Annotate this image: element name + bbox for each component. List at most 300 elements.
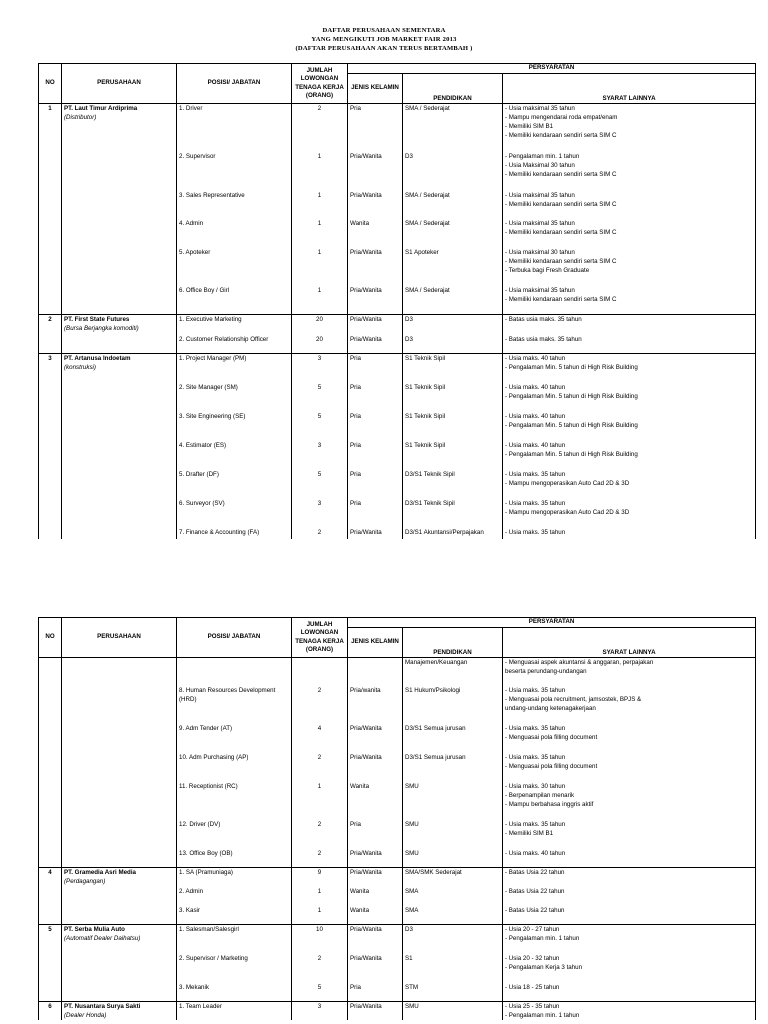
- cell-gender: Pria/Wanita: [348, 925, 403, 954]
- cell-requirements: [503, 152, 756, 191]
- cell-education: S1 Apoteker: [403, 248, 503, 286]
- cell-education: STM: [403, 983, 503, 1002]
- cell-no: 4: [39, 868, 62, 887]
- requirement-line: - Usia maks. 30 tahun: [505, 782, 566, 790]
- cell-gender: Pria: [348, 104, 403, 152]
- cell-position: 7. Finance & Accounting (FA): [177, 528, 292, 539]
- table-row: [39, 983, 756, 1002]
- header-perusahaan: PERUSAHAAN: [62, 64, 177, 104]
- cell-position: 1. SA (Pramuniaga): [177, 868, 292, 887]
- table-row: [39, 906, 756, 925]
- header-syarat-lainnya: SYARAT LAINNYA: [503, 74, 756, 104]
- cell-company: [62, 412, 177, 441]
- table-row: [39, 286, 756, 315]
- cell-company: [62, 983, 177, 1002]
- requirement-line: - Pengalaman Min. 5 tahun di High Risk Building: [505, 450, 638, 458]
- cell-no: [39, 470, 62, 499]
- table-row: [39, 528, 756, 539]
- cell-company: [62, 906, 177, 925]
- requirement-line: - Mampu mengendarai roda empat/enam: [505, 114, 618, 122]
- cell-gender: Pria/Wanita: [348, 868, 403, 887]
- requirement-line: - Pengalaman Kerja 3 tahun: [505, 963, 583, 971]
- requirement-line: - Pengalaman min. 1 tahun: [505, 152, 580, 160]
- cell-position: 2. Admin: [177, 887, 292, 906]
- table-row: [39, 219, 756, 248]
- header-pendidikan: PENDIDIKAN: [403, 628, 503, 658]
- cell-requirements: [503, 1002, 756, 1021]
- requirement-line: - Usia maks. 35 tahun: [505, 528, 566, 536]
- cell-position: 2. Customer Relationship Officer: [177, 335, 292, 354]
- cell-no: [39, 219, 62, 248]
- header-jenis-kelamin: JENIS KELAMIN: [348, 74, 403, 104]
- requirement-line: - Memiliki kendaraan sendiri serta SIM C: [505, 295, 617, 303]
- table-row: [39, 724, 756, 753]
- requirement-line: - Memiliki kendaraan sendiri serta SIM C: [505, 257, 617, 265]
- cell-company: [62, 868, 177, 887]
- cell-requirements: [503, 906, 756, 925]
- cell-education: S1 Teknik Sipil: [403, 354, 503, 383]
- cell-count: 1: [292, 887, 348, 906]
- requirement-line: - Usia 20 - 27 tahun: [505, 926, 560, 933]
- table-row: [39, 782, 756, 820]
- cell-education: SMA / Sederajat: [403, 219, 503, 248]
- cell-no: [39, 191, 62, 219]
- cell-no: [39, 849, 62, 868]
- requirement-line: - Batas Usia 22 tahun: [505, 869, 565, 876]
- cell-no: [39, 887, 62, 906]
- table-row: [39, 441, 756, 470]
- requirement-line: - Menguasai pola recruitment, jamsostek, BPJS &: [505, 695, 642, 703]
- cell-education: S1 Teknik Sipil: [403, 383, 503, 412]
- cell-education: SMA: [403, 887, 503, 906]
- cell-gender: Pria/Wanita: [348, 954, 403, 983]
- cell-education: SMU: [403, 820, 503, 849]
- cell-count: 4: [292, 724, 348, 753]
- cell-gender: Pria/Wanita: [348, 724, 403, 753]
- cell-company: [62, 383, 177, 412]
- cell-position: 4. Admin: [177, 219, 292, 248]
- cell-position: 2. Supervisor / Marketing: [177, 954, 292, 983]
- cell-requirements: [503, 286, 756, 315]
- cell-requirements: [503, 724, 756, 753]
- cell-gender: Wanita: [348, 906, 403, 925]
- requirement-line: - Pengalaman Min. 5 tahun di High Risk Building: [505, 364, 638, 372]
- requirement-line: - Usia maks. 35 tahun: [505, 724, 566, 732]
- requirement-line: - Mampu mengoperasikan Auto Cad 2D & 3D: [505, 479, 630, 487]
- cell-count: 1: [292, 248, 348, 286]
- requirement-line: - Memiliki kendaraan sendiri serta SIM C: [505, 170, 617, 178]
- table-row: [39, 412, 756, 441]
- cell-count: 2: [292, 954, 348, 983]
- cell-requirements: [503, 315, 756, 335]
- cell-gender: Pria: [348, 983, 403, 1002]
- requirement-line: - Usia 20 - 32 tahun: [505, 954, 560, 962]
- cell-no: 1: [39, 104, 62, 152]
- cell-requirements: [503, 753, 756, 782]
- cell-education: SMU: [403, 849, 503, 868]
- cell-education: D3/S1 Akuntansi/Perpajakan: [403, 528, 503, 539]
- requirement-line: - Mampu berbahasa inggris aktif: [505, 800, 594, 808]
- cell-position: 13. Office Boy (OB): [177, 849, 292, 868]
- cell-no: 5: [39, 925, 62, 954]
- cell-position: 5. Drafter (DF): [177, 470, 292, 499]
- header-posisi: POSISI/ JABATAN: [177, 64, 292, 104]
- requirement-line: - Memiliki kendaraan sendiri serta SIM C: [505, 228, 617, 236]
- cell-requirements: [503, 412, 756, 441]
- cell-education: Manajemen/Keuangan: [403, 658, 503, 686]
- cell-requirements: [503, 820, 756, 849]
- cell-no: [39, 528, 62, 539]
- table-row: [39, 152, 756, 191]
- cell-gender: Pria/Wanita: [348, 286, 403, 315]
- table-row: [39, 686, 756, 724]
- cell-company: [62, 528, 177, 539]
- company-name: PT. Laut Timur Ardiprima: [64, 105, 138, 112]
- cell-education: D3/S1 Semua jurusan: [403, 724, 503, 753]
- cell-gender: Pria: [348, 820, 403, 849]
- cell-requirements: [503, 983, 756, 1002]
- table-body-page-2: [39, 658, 756, 1021]
- requirement-line: - Batas usia maks. 35 tahun: [505, 335, 582, 343]
- requirement-line: - Pengalaman min. 1 tahun: [505, 935, 580, 943]
- cell-requirements: [503, 219, 756, 248]
- cell-company: [62, 354, 177, 383]
- cell-requirements: [503, 528, 756, 539]
- cell-position: 3. Site Engineering (SE): [177, 412, 292, 441]
- table-row: [39, 383, 756, 412]
- company-category: (Bursa Berjangka komoditi): [64, 325, 139, 333]
- cell-education: D3: [403, 152, 503, 191]
- cell-gender: Pria/Wanita: [348, 152, 403, 191]
- cell-position: 4. Estimator (ES): [177, 441, 292, 470]
- requirement-line: - Menguasai aspek akuntansi & anggaran, perpajakan: [505, 659, 654, 666]
- cell-no: [39, 248, 62, 286]
- cell-count: 5: [292, 412, 348, 441]
- cell-company: [62, 104, 177, 152]
- cell-company: [62, 499, 177, 528]
- requirement-line: - Usia maks. 40 tahun: [505, 355, 566, 362]
- cell-no: 6: [39, 1002, 62, 1021]
- cell-position: 6. Office Boy / Girl: [177, 286, 292, 315]
- cell-requirements: [503, 887, 756, 906]
- cell-requirements: [503, 686, 756, 724]
- header-jumlah: JUMLAH LOWONGAN TENAGA KERJA (ORANG): [292, 618, 348, 658]
- cell-gender: Pria/Wanita: [348, 528, 403, 539]
- cell-education: D3/S1 Teknik Sipil: [403, 470, 503, 499]
- cell-gender: Pria: [348, 499, 403, 528]
- requirement-line: - Usia 18 - 25 tahun: [505, 983, 560, 991]
- cell-gender: Pria/wanita: [348, 686, 403, 724]
- requirement-line: - Batas usia maks. 35 tahun: [505, 316, 582, 323]
- cell-gender: Pria: [348, 354, 403, 383]
- cell-education: SMA / Sederajat: [403, 191, 503, 219]
- requirement-line: - Usia maks. 35 tahun: [505, 753, 566, 761]
- cell-company: [62, 658, 177, 686]
- cell-position: 5. Apoteker: [177, 248, 292, 286]
- company-category: (Automatif Dealer Daihatsu): [64, 935, 141, 943]
- cell-count: 5: [292, 470, 348, 499]
- cell-position: 1. Driver: [177, 104, 292, 152]
- document-subtitle: YANG MENGIKUTI JOB MARKET FAIR 2013: [311, 36, 457, 43]
- table-row: [39, 925, 756, 954]
- cell-count: 3: [292, 499, 348, 528]
- cell-no: [39, 441, 62, 470]
- cell-requirements: [503, 104, 756, 152]
- cell-education: SMU: [403, 1002, 503, 1021]
- cell-gender: Pria: [348, 470, 403, 499]
- cell-education: S1 Teknik Sipil: [403, 412, 503, 441]
- cell-no: [39, 753, 62, 782]
- requirement-line: - Memiliki SIM B1: [505, 123, 554, 131]
- cell-no: [39, 906, 62, 925]
- company-name: PT. Artanusa Indoetam: [64, 355, 131, 362]
- cell-count: 1: [292, 152, 348, 191]
- requirement-line: - Batas Usia 22 tahun: [505, 906, 565, 914]
- requirement-line: - Usia maksimal 35 tahun: [505, 105, 575, 112]
- cell-no: 2: [39, 315, 62, 335]
- cell-requirements: [503, 335, 756, 354]
- cell-count: 20: [292, 335, 348, 354]
- table-row: [39, 753, 756, 782]
- requirement-line: - Usia maksimal 30 tahun: [505, 248, 575, 256]
- header-no: NO: [39, 64, 62, 104]
- company-category: (konstruksi): [64, 364, 96, 372]
- requirement-line: - Memiliki kendaraan sendiri serta SIM C: [505, 132, 617, 140]
- table-row: [39, 954, 756, 983]
- cell-position: 11. Receptionist (RC): [177, 782, 292, 820]
- cell-no: [39, 499, 62, 528]
- cell-position: 1. Project Manager (PM): [177, 354, 292, 383]
- header-syarat-lainnya: SYARAT LAINNYA: [503, 628, 756, 658]
- table-row: [39, 191, 756, 219]
- cell-count: 2: [292, 686, 348, 724]
- cell-company: [62, 441, 177, 470]
- header-no: NO: [39, 618, 62, 658]
- cell-company: [62, 1002, 177, 1021]
- cell-count: 2: [292, 104, 348, 152]
- cell-gender: Pria/Wanita: [348, 315, 403, 335]
- requirement-line: - Usia maks. 35 tahun: [505, 686, 566, 694]
- company-category: (Dealer Honda): [64, 1012, 107, 1020]
- cell-no: [39, 686, 62, 724]
- cell-gender: Pria: [348, 383, 403, 412]
- cell-gender: Pria/Wanita: [348, 191, 403, 219]
- cell-no: [39, 658, 62, 686]
- requirement-line: - Usia maks. 40 tahun: [505, 383, 566, 391]
- cell-company: [62, 248, 177, 286]
- cell-no: 3: [39, 354, 62, 383]
- table-row: [39, 104, 756, 152]
- table-row: [39, 499, 756, 528]
- cell-requirements: [503, 925, 756, 954]
- cell-requirements: [503, 782, 756, 820]
- cell-requirements: [503, 354, 756, 383]
- cell-requirements: [503, 383, 756, 412]
- header-jenis-kelamin: JENIS KELAMIN: [348, 628, 403, 658]
- requirement-line: - Pengalaman min. 1 tahun: [505, 1012, 580, 1020]
- cell-count: 9: [292, 868, 348, 887]
- requirement-line: - Berpenampilan menarik: [505, 791, 575, 799]
- cell-count: 3: [292, 441, 348, 470]
- cell-company: [62, 315, 177, 335]
- requirement-line: - Usia maks. 40 tahun: [505, 412, 566, 420]
- cell-requirements: [503, 954, 756, 983]
- cell-requirements: [503, 868, 756, 887]
- cell-gender: Wanita: [348, 782, 403, 820]
- cell-position: 1. Executive Marketing: [177, 315, 292, 335]
- cell-requirements: [503, 441, 756, 470]
- cell-gender: Pria/Wanita: [348, 335, 403, 354]
- cell-requirements: [503, 658, 756, 686]
- cell-count: 1: [292, 219, 348, 248]
- cell-no: [39, 335, 62, 354]
- cell-education: SMA: [403, 906, 503, 925]
- cell-count: 3: [292, 1002, 348, 1021]
- requirement-line: - Memiliki SIM B1: [505, 829, 554, 837]
- requirement-line: - Batas Usia 22 tahun: [505, 887, 565, 895]
- header-pendidikan: PENDIDIKAN: [403, 74, 503, 104]
- cell-education: D3: [403, 335, 503, 354]
- cell-position: 8. Human Resources Development (HRD): [177, 686, 292, 724]
- cell-count: [292, 658, 348, 686]
- cell-count: 10: [292, 925, 348, 954]
- company-category: (Distributor): [64, 114, 97, 122]
- requirement-line: beserta perundang-undangan: [505, 668, 587, 676]
- requirement-line: - Usia Maksimal 30 tahun: [505, 161, 575, 169]
- cell-position: 9. Adm Tender (AT): [177, 724, 292, 753]
- cell-requirements: [503, 248, 756, 286]
- cell-company: [62, 286, 177, 315]
- cell-position: 10. Adm Purchasing (AP): [177, 753, 292, 782]
- cell-count: 2: [292, 820, 348, 849]
- requirement-line: undang-undang ketenagakerjaan: [505, 704, 596, 712]
- requirement-line: - Usia maksimal 35 tahun: [505, 191, 575, 199]
- cell-company: [62, 753, 177, 782]
- header-perusahaan: PERUSAHAAN: [62, 618, 177, 658]
- table-row: [39, 248, 756, 286]
- cell-no: [39, 152, 62, 191]
- cell-gender: Pria/Wanita: [348, 849, 403, 868]
- requirement-line: - Usia maks. 40 tahun: [505, 849, 566, 857]
- cell-education: S1 Teknik Sipil: [403, 441, 503, 470]
- company-table-page-2: [38, 617, 756, 1020]
- cell-count: 1: [292, 191, 348, 219]
- cell-company: [62, 152, 177, 191]
- requirement-line: - Terbuka bagi Fresh Graduate: [505, 266, 590, 274]
- cell-education: S1 Hukum/Psikologi: [403, 686, 503, 724]
- cell-gender: Pria: [348, 441, 403, 470]
- table-row: [39, 335, 756, 354]
- table-row: [39, 849, 756, 868]
- cell-education: SMU: [403, 782, 503, 820]
- cell-gender: Wanita: [348, 219, 403, 248]
- document-title: DAFTAR PERUSAHAAN SEMENTARA: [322, 27, 446, 34]
- table-row: [39, 315, 756, 335]
- cell-company: [62, 820, 177, 849]
- cell-position: 2. Site Manager (SM): [177, 383, 292, 412]
- document-note: (DAFTAR PERUSAHAAN AKAN TERUS BERTAMBAH ): [295, 45, 473, 52]
- cell-position: 3. Mekanik: [177, 983, 292, 1002]
- requirement-line: - Memiliki kendaraan sendiri serta SIM C: [505, 200, 617, 208]
- header-persyaratan: PERSYARATAN: [348, 618, 756, 628]
- table-row: [39, 1002, 756, 1021]
- company-name: PT. Serba Mulia Auto: [64, 926, 125, 933]
- table-body-page-1: [39, 104, 756, 539]
- requirement-line: - Mampu mengoperasikan Auto Cad 2D & 3D: [505, 508, 630, 516]
- requirement-line: - Pengalaman Min. 5 tahun di High Risk Building: [505, 392, 638, 400]
- cell-education: D3: [403, 315, 503, 335]
- table-row: [39, 887, 756, 906]
- cell-no: [39, 383, 62, 412]
- header-persyaratan: PERSYARATAN: [348, 64, 756, 74]
- cell-position: 3. Kasir: [177, 906, 292, 925]
- cell-count: 3: [292, 354, 348, 383]
- cell-company: [62, 887, 177, 906]
- cell-requirements: [503, 191, 756, 219]
- requirement-line: - Usia maks. 35 tahun: [505, 820, 566, 828]
- cell-position: 1. Salesman/Salesgirl: [177, 925, 292, 954]
- cell-no: [39, 782, 62, 820]
- cell-company: [62, 335, 177, 354]
- cell-position: 3. Sales Representative: [177, 191, 292, 219]
- cell-company: [62, 219, 177, 248]
- cell-company: [62, 191, 177, 219]
- cell-company: [62, 954, 177, 983]
- requirement-line: - Usia maksimal 35 tahun: [505, 286, 575, 294]
- cell-gender: [348, 658, 403, 686]
- cell-gender: Pria/Wanita: [348, 248, 403, 286]
- cell-position: 1. Team Leader: [177, 1002, 292, 1021]
- requirement-line: - Pengalaman Min. 5 tahun di High Risk Building: [505, 421, 638, 429]
- cell-requirements: [503, 470, 756, 499]
- cell-count: 5: [292, 383, 348, 412]
- cell-no: [39, 286, 62, 315]
- cell-education: SMA / Sederajat: [403, 104, 503, 152]
- cell-company: [62, 849, 177, 868]
- cell-company: [62, 925, 177, 954]
- cell-gender: Pria/Wanita: [348, 1002, 403, 1021]
- company-name: PT. Gramedia Asri Media: [64, 869, 136, 876]
- cell-requirements: [503, 849, 756, 868]
- cell-no: [39, 412, 62, 441]
- cell-count: 1: [292, 782, 348, 820]
- requirement-line: - Usia maksimal 35 tahun: [505, 219, 575, 227]
- cell-education: D3/S1 Teknik Sipil: [403, 499, 503, 528]
- cell-company: [62, 724, 177, 753]
- header-jumlah: JUMLAH LOWONGAN TENAGA KERJA (ORANG): [292, 64, 348, 104]
- table-row: [39, 354, 756, 383]
- cell-company: [62, 470, 177, 499]
- requirement-line: - Usia maks. 40 tahun: [505, 441, 566, 449]
- cell-position: 2. Supervisor: [177, 152, 292, 191]
- cell-count: 2: [292, 849, 348, 868]
- company-name: PT. Nusantara Surya Sakti: [64, 1003, 141, 1010]
- cell-no: [39, 954, 62, 983]
- cell-count: 20: [292, 315, 348, 335]
- requirement-line: - Usia 25 - 35 tahun: [505, 1003, 560, 1010]
- requirement-line: - Menguasai pola filling document: [505, 762, 598, 770]
- company-name: PT. First State Futures: [64, 316, 130, 323]
- cell-company: [62, 782, 177, 820]
- cell-no: [39, 724, 62, 753]
- cell-company: [62, 686, 177, 724]
- cell-position: 12. Driver (DV): [177, 820, 292, 849]
- requirement-line: - Usia maks. 35 tahun: [505, 499, 566, 507]
- cell-gender: Pria/Wanita: [348, 753, 403, 782]
- company-table-page-1: [38, 63, 756, 539]
- cell-count: 5: [292, 983, 348, 1002]
- header-posisi: POSISI/ JABATAN: [177, 618, 292, 658]
